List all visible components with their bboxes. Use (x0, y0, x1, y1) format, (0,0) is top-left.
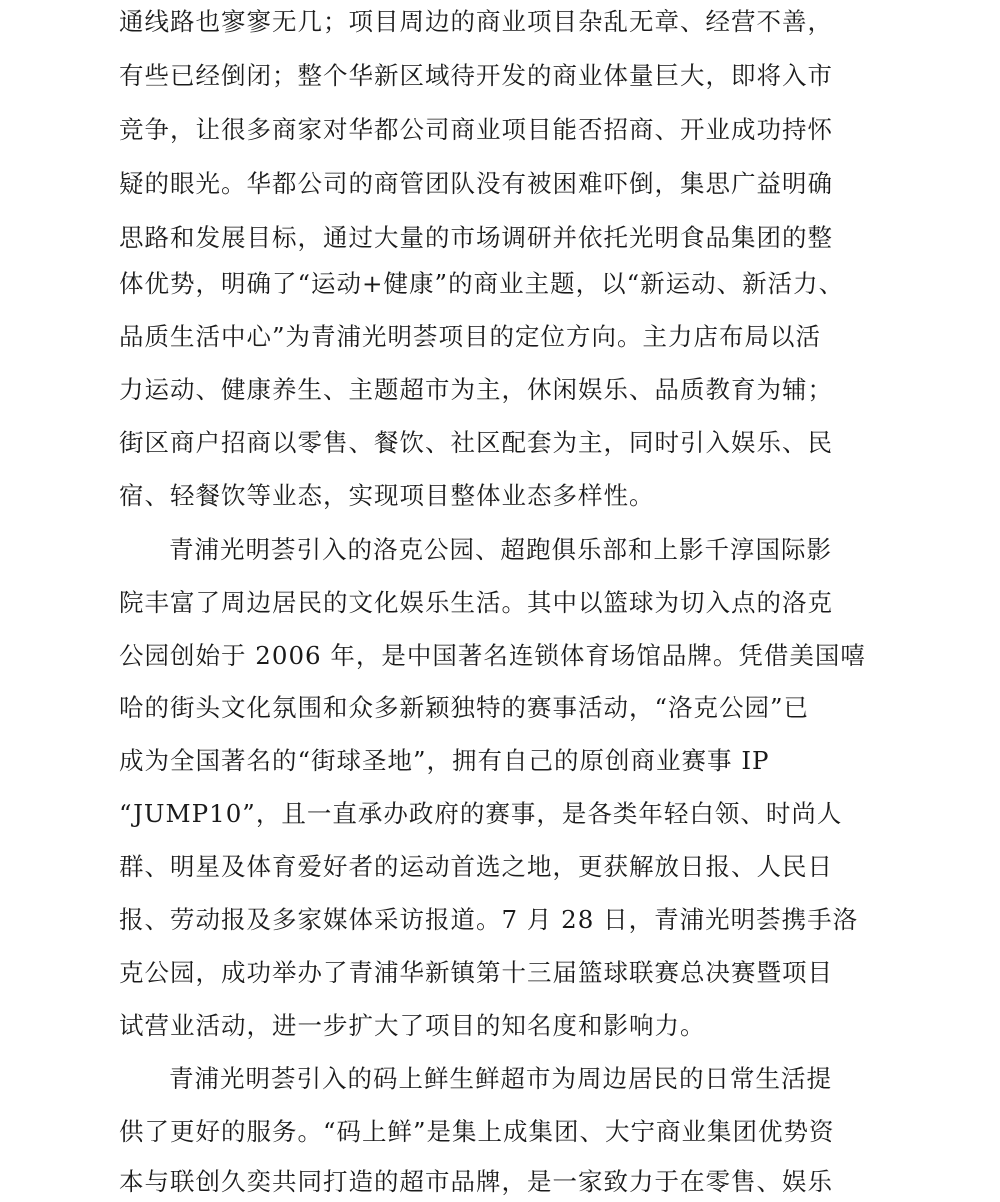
text-line: 竞争，让很多商家对华都公司商业项目能否招商、开业成功持怀 (119, 115, 833, 144)
paragraph-first-line: 青浦光明荟引入的码上鲜生鲜超市为周边居民的日常生活提 (169, 1064, 832, 1093)
text-line: 院丰富了周边居民的文化娱乐生活。其中以篮球为切入点的洛克 (119, 588, 833, 617)
text-line: “JUMP10”，且一直承办政府的赛事，是各类年轻白领、时尚人 (119, 799, 843, 828)
text-line: 力运动、健康养生、主题超市为主，休闲娱乐、品质教育为辅； (119, 375, 833, 404)
text-line: 通线路也寥寥无几；项目周边的商业项目杂乱无章、经营不善， (119, 7, 833, 36)
text-line: 克公园，成功举办了青浦华新镇第十三届篮球联赛总决赛暨项目 (119, 958, 833, 987)
text-line: 哈的街头文化氛围和众多新颖独特的赛事活动，“洛克公园”已 (119, 693, 810, 722)
text-line: 试营业活动，进一步扩大了项目的知名度和影响力。 (119, 1011, 706, 1040)
text-line: 街区商户招商以零售、餐饮、社区配套为主，同时引入娱乐、民 (119, 428, 833, 457)
text-line: 思路和发展目标，通过大量的市场调研并依托光明食品集团的整 (119, 223, 833, 252)
text-line: 群、明星及体育爱好者的运动首选之地，更获解放日报、人民日 (119, 852, 833, 881)
text-line: 供了更好的服务。“码上鲜”是集上成集团、大宁商业集团优势资 (119, 1117, 835, 1146)
text-line: 品质生活中心”为青浦光明荟项目的定位方向。主力店布局以活 (119, 322, 822, 351)
text-line: 疑的眼光。华都公司的商管团队没有被困难吓倒，集思广益明确 (119, 169, 833, 198)
text-line: 成为全国著名的“街球圣地”，拥有自己的原创商业赛事 IP (119, 746, 770, 775)
paragraph-first-line: 青浦光明荟引入的洛克公园、超跑俱乐部和上影千淳国际影 (169, 535, 832, 564)
text-line: 报、劳动报及多家媒体采访报道。7 月 28 日，青浦光明荟携手洛 (119, 905, 859, 934)
text-line: 公园创始于 2006 年，是中国著名连锁体育场馆品牌。凭借美国嘻 (119, 641, 866, 670)
text-line: 宿、轻餐饮等业态，实现项目整体业态多样性。 (119, 481, 655, 510)
text-line: 本与联创久奕共同打造的超市品牌，是一家致力于在零售、娱乐 (119, 1167, 833, 1196)
text-line: 有些已经倒闭；整个华新区域待开发的商业体量巨大，即将入市 (119, 61, 833, 90)
text-line: 体优势，明确了“运动+健康”的商业主题，以“新运动、新活力、 (119, 269, 845, 298)
